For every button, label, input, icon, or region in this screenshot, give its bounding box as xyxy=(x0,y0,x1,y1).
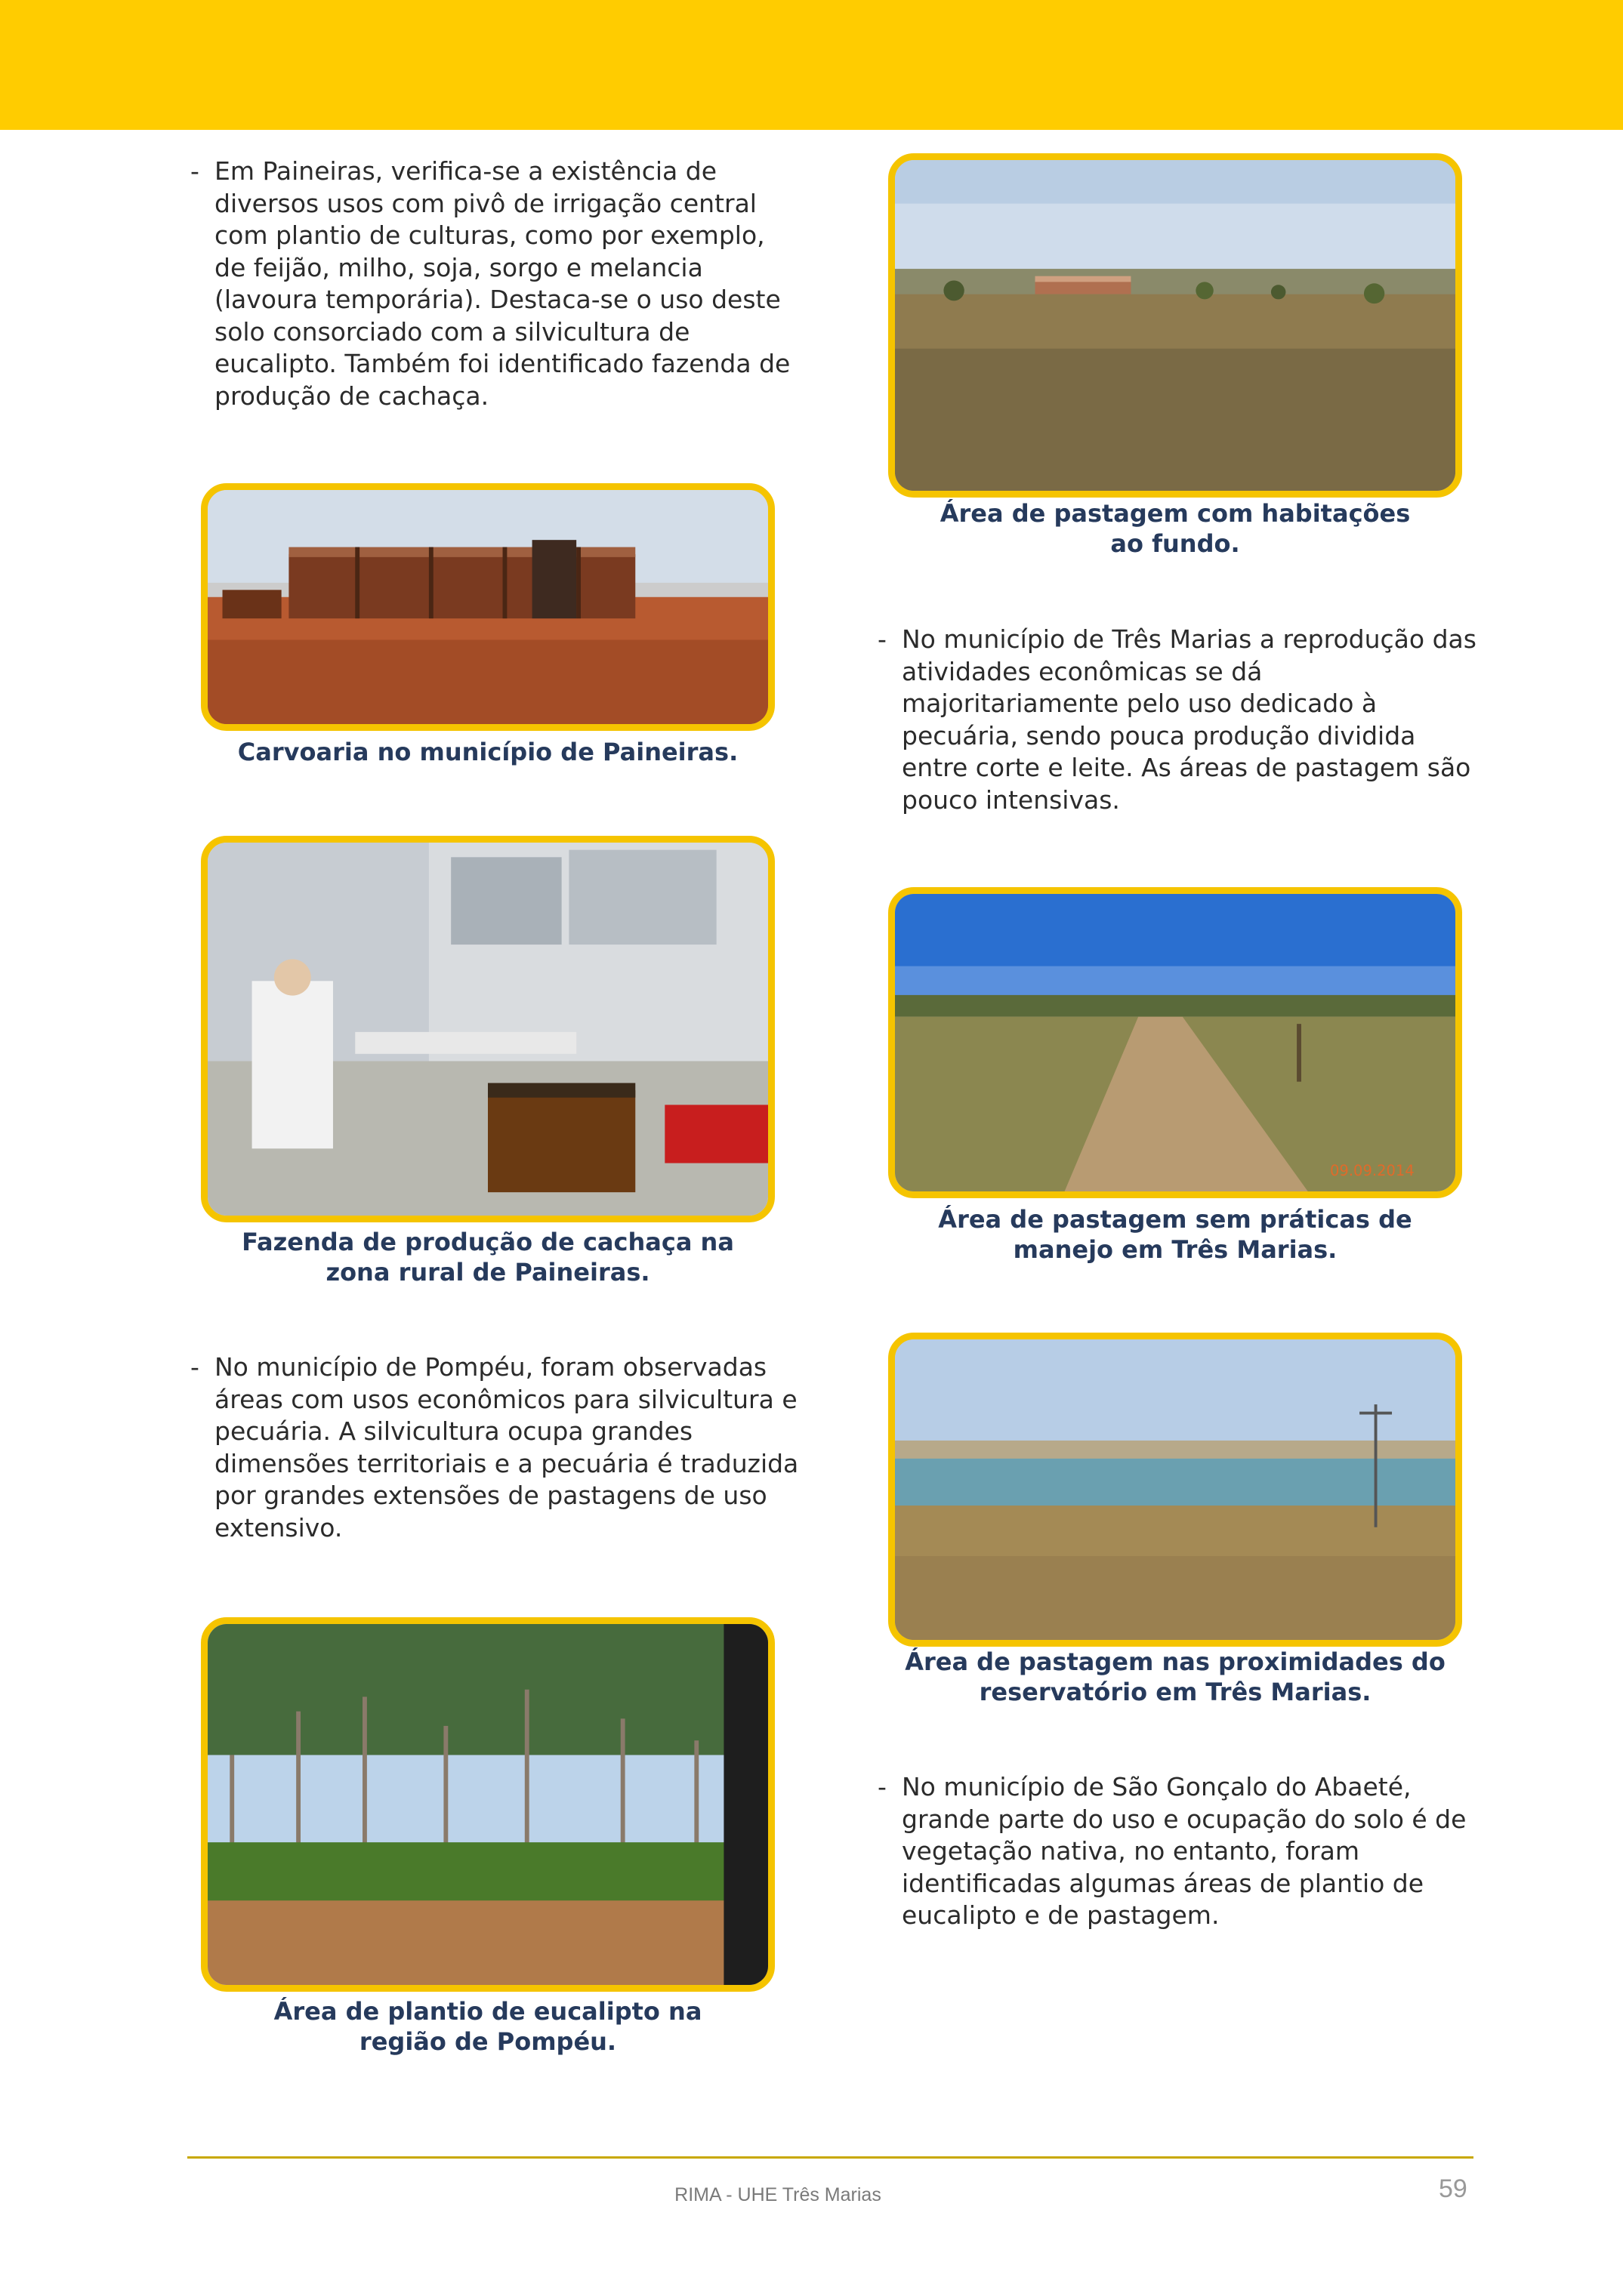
caption-line: zona rural de Paineiras. xyxy=(326,1258,650,1287)
caption-pasture-road xyxy=(888,1204,1462,1265)
caption-eucalyptus xyxy=(201,1996,775,2057)
bullet-dash: - xyxy=(878,1772,887,1801)
photo-eucalyptus xyxy=(201,1617,775,1992)
caption-charcoal-kilns xyxy=(201,737,775,767)
photo-pasture-road xyxy=(888,887,1462,1198)
page-number: 59 xyxy=(1439,2174,1467,2203)
caption-line: reservatório em Três Marias. xyxy=(979,1678,1372,1706)
photo-charcoal-kilns xyxy=(201,483,775,731)
photo-cachaca-farm xyxy=(201,836,775,1222)
paragraph-text: Em Paineiras, verifica-se a existência de diversos usos com pivô de irrigação central com plantio de culturas, como por exemplo, de feijão, milho, soja, sorgo e melancia (lavoura temporária). Destaca-se o uso deste solo consorciado com a silvicultura de eucalipto. Também foi identificado fazenda de produção de cachaça. xyxy=(214,156,791,411)
caption-line: manejo em Três Marias. xyxy=(1013,1235,1338,1264)
bullet-dash: - xyxy=(190,156,199,186)
bullet-dash: - xyxy=(878,624,887,654)
caption-line: Área de pastagem sem práticas de xyxy=(938,1205,1412,1234)
caption-line: região de Pompéu. xyxy=(359,2027,617,2056)
photo-pasture-reservoir xyxy=(888,1333,1462,1647)
caption-line: Área de plantio de eucalipto na xyxy=(273,1997,702,2026)
paragraph-pompeu xyxy=(190,1351,802,1544)
paragraph-paineiras xyxy=(190,156,802,412)
header-banner xyxy=(0,0,1623,130)
photo-pasture-houses xyxy=(888,153,1462,498)
paragraph-text: No município de Pompéu, foram observadas áreas com usos econômicos para silvicultura e pecuária. A silvicultura ocupa grandes dimensões territoriais e a pecuária é traduzida por grandes extensões de pastagens de uso extensivo. xyxy=(214,1352,799,1542)
caption-line: Carvoaria no município de Paineiras. xyxy=(237,738,739,766)
caption-pasture-houses xyxy=(888,498,1462,559)
footer-title: RIMA - UHE Três Marias xyxy=(674,2184,881,2205)
caption-line: Fazenda de produção de cachaça na xyxy=(242,1228,734,1256)
footer-divider xyxy=(187,2156,1473,2159)
paragraph-sao-goncalo xyxy=(878,1771,1482,1932)
caption-pasture-reservoir xyxy=(888,1647,1462,1707)
paragraph-text: No município de Três Marias a reprodução das atividades econômicas se dá majoritariamente pelo uso dedicado à pecuária, sendo pouca produção dividida entre corte e leite. As áreas de pastagem são pouco intensivas. xyxy=(902,624,1476,815)
bullet-dash: - xyxy=(190,1352,199,1382)
paragraph-text: No município de São Gonçalo do Abaeté, grande parte do uso e ocupação do solo é de vegetação nativa, no entanto, foram identificadas algumas áreas de plantio de eucalipto e de pastagem. xyxy=(902,1772,1467,1930)
caption-line: Área de pastagem nas proximidades do xyxy=(905,1647,1446,1676)
caption-line: ao fundo. xyxy=(1110,529,1240,558)
caption-line: Área de pastagem com habitações xyxy=(940,499,1411,528)
photo-date-stamp: 09.09.2014 xyxy=(1330,1162,1415,1179)
paragraph-tres-marias xyxy=(878,624,1482,816)
caption-cachaca-farm xyxy=(201,1227,775,1287)
